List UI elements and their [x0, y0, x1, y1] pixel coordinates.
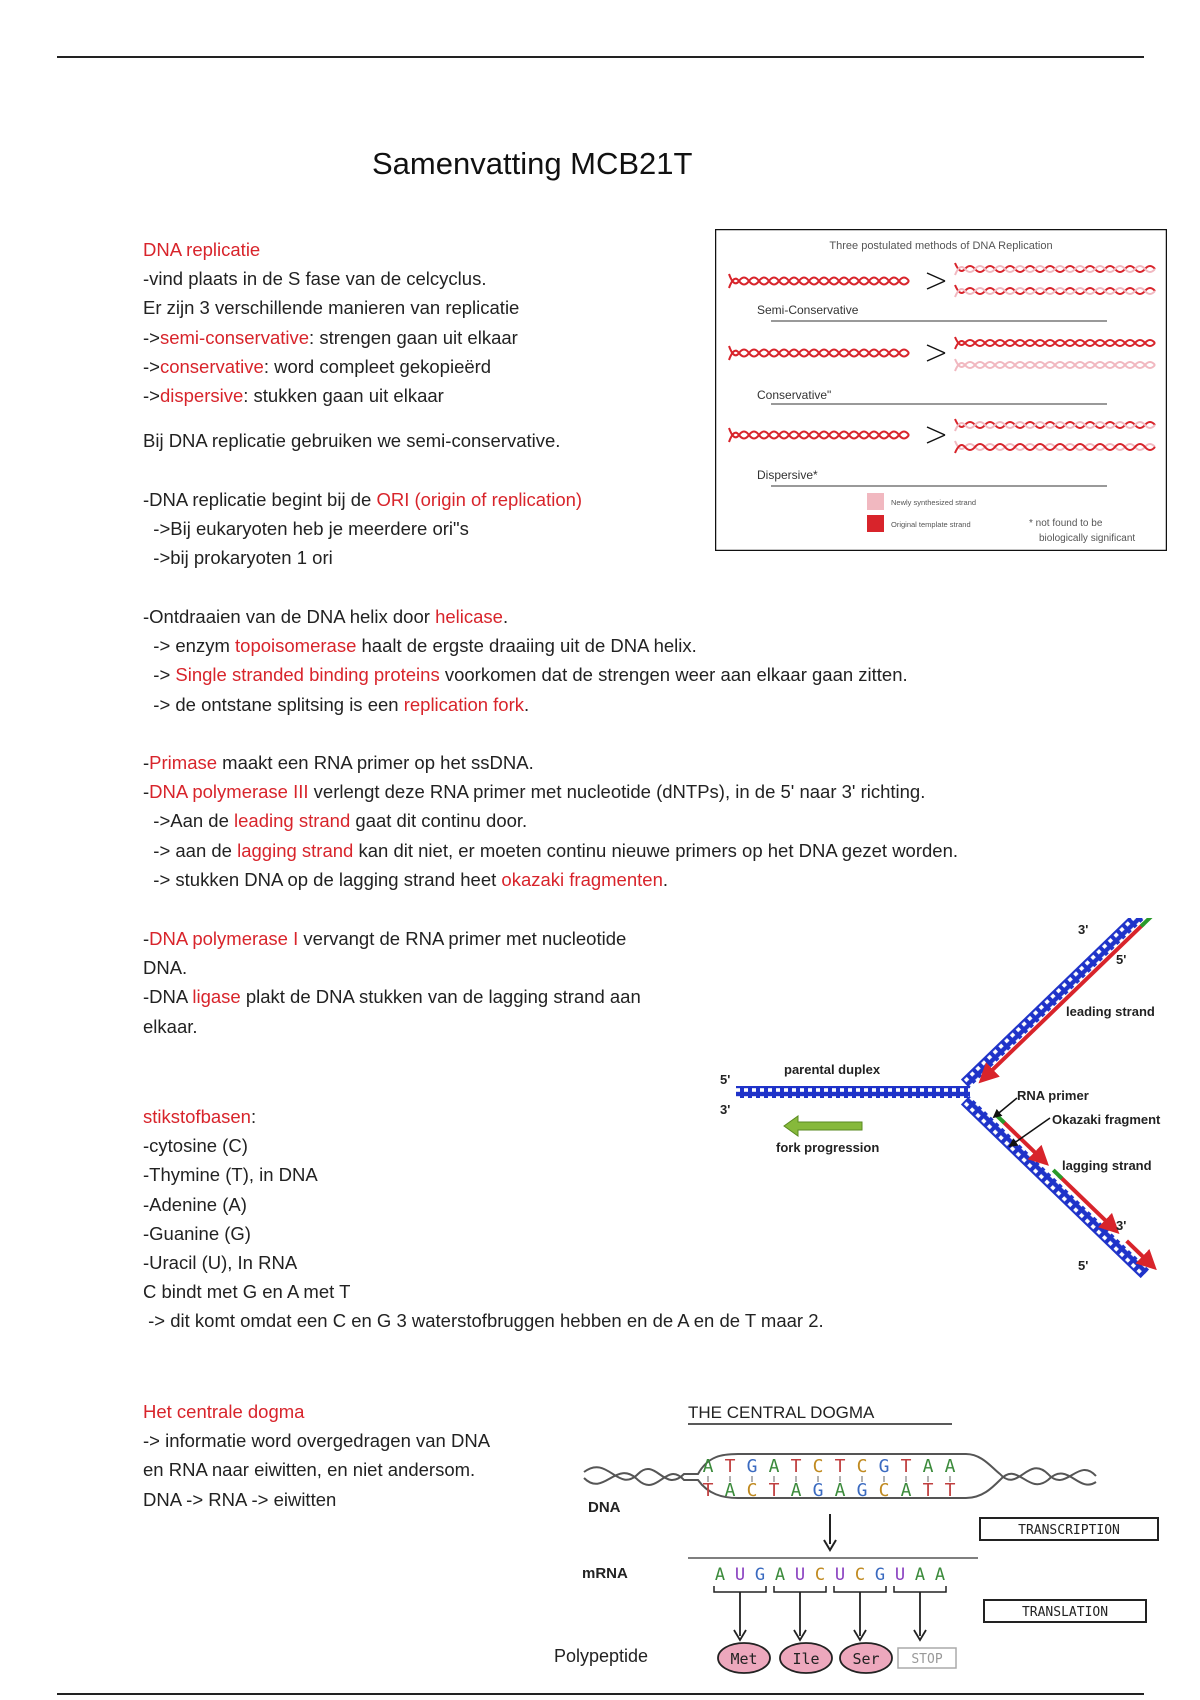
- label-okazaki-fragment: Okazaki fragment: [1052, 1112, 1161, 1127]
- text-line: en RNA naar eiwitten, en niet andersom.: [143, 1459, 476, 1481]
- stop-label: STOP: [911, 1652, 943, 1667]
- term-dna-polymerase-iii: DNA polymerase III: [149, 781, 309, 803]
- text-line: -DNA replicatie begint bij de ORI (origin of replication): [143, 489, 583, 510]
- text-line: -> aan de lagging strand kan dit niet, er moeten continu nieuwe primers op het DNA gezet worden.: [143, 839, 959, 861]
- label-leading-strand: leading strand: [1066, 1004, 1155, 1019]
- term-dispersive: dispersive: [159, 385, 244, 407]
- text-line: DNA.: [143, 957, 188, 979]
- dna-top-base: G: [878, 1456, 890, 1477]
- label-3prime-top: 3': [1078, 922, 1089, 937]
- section-centrale-dogma: [143, 1397, 490, 1514]
- label-5prime-bottom: 5': [1078, 1258, 1089, 1273]
- section-primase: [143, 748, 958, 894]
- term-primase: Primase: [149, 752, 218, 773]
- dna-top-base: T: [790, 1456, 802, 1477]
- text-line: -> informatie word overgedragen van DNA: [143, 1430, 491, 1452]
- label-3prime-left: 3': [720, 1102, 731, 1117]
- label-5prime-left: 5': [720, 1072, 731, 1087]
- term-conservative: conservative: [159, 355, 264, 377]
- text-line: -> stukken DNA op de lagging strand heet okazaki fragmenten.: [143, 868, 668, 890]
- base-item: -Guanine (G): [143, 1222, 251, 1244]
- section-polymerase-i: [143, 924, 641, 1041]
- text-line: -vind plaats in de S fase van de celcyclus.: [143, 268, 487, 290]
- label-dispersive: Dispersive*: [757, 468, 818, 482]
- mrna-base: C: [854, 1565, 866, 1585]
- text-line: ->bij prokaryoten 1 ori: [143, 547, 333, 569]
- term-ssb-proteins: Single stranded binding proteins: [175, 664, 440, 686]
- base-item: -Uracil (U), In RNA: [143, 1252, 298, 1274]
- text-line: Bij DNA replicatie gebruiken we semi-conservative.: [143, 430, 561, 451]
- legend-new-label: Newly synthesized strand: [891, 498, 977, 507]
- dna-bottom-base: T: [702, 1480, 714, 1501]
- text-line: ->Bij eukaryoten heb je meerdere ori"s: [143, 518, 469, 540]
- text-line: -> dit komt omdat een C en G 3 waterstofbruggen hebben en de A en de T maar 2.: [143, 1310, 824, 1332]
- codon-bracket: [774, 1586, 826, 1592]
- note-line-1: * not found to be: [1029, 518, 1103, 529]
- label-transcription: TRANSCRIPTION: [1018, 1523, 1120, 1538]
- term-lagging-strand: lagging strand: [237, 839, 354, 861]
- amino-acid-label: Ile: [792, 1650, 820, 1668]
- legend-new-swatch: [867, 493, 884, 510]
- mrna-base: G: [874, 1565, 886, 1585]
- legend-orig-label: Original template strand: [891, 520, 971, 529]
- term-helicase: helicase: [435, 606, 503, 627]
- mrna-base: U: [794, 1565, 806, 1585]
- label-fork-progression: fork progression: [776, 1140, 880, 1155]
- mrna-base: C: [814, 1565, 826, 1585]
- bottom-rule: [57, 1693, 1144, 1695]
- fork-progression-arrow: [784, 1116, 862, 1136]
- label-5prime-top: 5': [1116, 952, 1127, 967]
- heading-centrale-dogma: Het centrale dogma: [143, 1401, 305, 1422]
- label-rna-primer: RNA primer: [1017, 1088, 1089, 1103]
- text-line: -> enzym topoisomerase haalt de ergste draaiing uit de DNA helix.: [143, 635, 697, 657]
- page-title: Samenvatting MCB21T: [372, 146, 693, 181]
- dogma-title: THE CENTRAL DOGMA: [688, 1403, 875, 1422]
- text-line: -DNA polymerase III verlengt deze RNA primer met nucleotide (dNTPs), in de 5' naar 3' richting.: [143, 781, 926, 803]
- dna-bottom-base: A: [724, 1480, 736, 1501]
- dna-bottom-base: A: [900, 1480, 912, 1501]
- mrna-base: A: [774, 1565, 786, 1585]
- codon-bracket: [834, 1586, 886, 1592]
- figure-replication-methods: [715, 229, 1167, 551]
- dna-top-base: A: [702, 1456, 714, 1477]
- label-parental-duplex: parental duplex: [784, 1062, 881, 1077]
- dna-bottom-base: G: [856, 1480, 868, 1501]
- mrna-base: A: [934, 1565, 946, 1585]
- mrna-base: U: [894, 1565, 906, 1585]
- label-polypeptide: Polypeptide: [554, 1646, 649, 1666]
- legend-orig-swatch: [867, 515, 884, 532]
- dna-bottom-base: C: [878, 1480, 890, 1501]
- dna-bottom-base: A: [834, 1480, 846, 1501]
- label-conservative: Conservative": [757, 388, 832, 402]
- mrna-base: A: [914, 1565, 926, 1585]
- term-semi-conservative: semi-conservative: [159, 326, 310, 348]
- text-line: -> Single stranded binding proteins voorkomen dat de strengen weer aan elkaar gaan zitten.: [143, 664, 908, 686]
- text-line: C bindt met G en A met T: [143, 1281, 351, 1303]
- label-dna: DNA: [588, 1499, 621, 1516]
- text-line: ->Aan de leading strand gaat dit continu door.: [143, 810, 528, 832]
- text-line: DNA -> RNA -> eiwitten: [143, 1488, 337, 1510]
- label-mrna: mRNA: [582, 1565, 628, 1582]
- dna-bottom-base: T: [768, 1480, 780, 1501]
- text-line: -DNA polymerase I vervangt de RNA primer met nucleotide: [143, 928, 627, 949]
- dna-bottom-base: G: [812, 1480, 824, 1501]
- section-ori: [143, 485, 582, 573]
- term-topoisomerase: topoisomerase: [235, 635, 357, 657]
- figure-title: Three postulated methods of DNA Replication: [829, 240, 1053, 252]
- parental-duplex: [736, 1086, 970, 1098]
- text-line: -Ontdraaien van de DNA helix door helicase.: [143, 606, 509, 627]
- dna-top-base: A: [944, 1456, 956, 1477]
- text-line: ->dispersive: stukken gaan uit elkaar: [143, 385, 444, 407]
- rna-primer-2: [1053, 1170, 1062, 1178]
- section-helicase: [143, 602, 908, 719]
- base-item: -Adenine (A): [143, 1193, 247, 1215]
- rna-primer-1: [996, 1115, 1005, 1123]
- label-3prime-bottom: 3': [1116, 1218, 1127, 1233]
- dna-top-base: A: [922, 1456, 934, 1477]
- dna-top-base: T: [834, 1456, 846, 1477]
- rna-primer-pointer: [994, 1098, 1017, 1117]
- term-ligase: ligase: [192, 986, 241, 1008]
- base-item: -Thymine (T), in DNA: [143, 1164, 318, 1186]
- dna-top-base: G: [746, 1456, 758, 1477]
- codon-bracket: [894, 1586, 946, 1592]
- amino-acid-label: Ser: [852, 1650, 880, 1668]
- dna-top-base: T: [724, 1456, 736, 1477]
- amino-acid-label: Met: [730, 1650, 758, 1668]
- mrna-base: G: [754, 1565, 766, 1585]
- heading-stikstofbasen: stikstofbasen:: [143, 1106, 257, 1127]
- leading-strand-new: [981, 924, 1144, 1081]
- codon-bracket: [714, 1586, 766, 1592]
- text-line: -Primase maakt een RNA primer op het ssDNA.: [143, 752, 534, 773]
- top-rule: [57, 56, 1144, 58]
- text-line: Er zijn 3 verschillende manieren van replicatie: [143, 297, 520, 319]
- label-semi-conservative: Semi-Conservative: [757, 303, 859, 317]
- note-line-2: biologically significant: [1039, 533, 1136, 544]
- term-leading-strand: leading strand: [234, 810, 351, 832]
- text-line: -> de ontstane splitsing is een replication fork.: [143, 693, 530, 715]
- heading-dna-replicatie: DNA replicatie: [143, 239, 261, 260]
- text-line: ->semi-conservative: strengen gaan uit elkaar: [143, 326, 518, 348]
- dna-top-base: A: [768, 1456, 780, 1477]
- term-okazaki: okazaki fragmenten: [501, 868, 663, 890]
- dna-bottom-base: T: [944, 1480, 956, 1501]
- dna-bottom-base: C: [746, 1480, 758, 1501]
- section-dna-replicatie: [143, 235, 519, 410]
- label-lagging-strand: lagging strand: [1062, 1158, 1152, 1173]
- dna-bottom-base: A: [790, 1480, 802, 1501]
- text-line: ->conservative: word compleet gekopieërd: [143, 355, 492, 377]
- text-line: -DNA ligase plakt de DNA stukken van de lagging strand aan: [143, 986, 641, 1008]
- text-line: elkaar.: [143, 1015, 198, 1037]
- term-replication-fork: replication fork: [403, 693, 525, 715]
- term-dna-polymerase-i: DNA polymerase I: [149, 928, 299, 949]
- dna-top-base: C: [856, 1456, 868, 1477]
- figure-central-dogma: [548, 1394, 1168, 1676]
- dna-top-base: C: [812, 1456, 824, 1477]
- dna-top-base: T: [900, 1456, 912, 1477]
- section-dna-replicatie-cont: [143, 426, 560, 455]
- mrna-base: U: [834, 1565, 846, 1585]
- mrna-base: A: [714, 1565, 726, 1585]
- term-ori: ORI (origin of replication): [376, 489, 583, 510]
- label-translation: TRANSLATION: [1021, 1605, 1109, 1620]
- base-item: -cytosine (C): [143, 1135, 248, 1157]
- figure-replication-fork: [710, 918, 1180, 1280]
- mrna-base: U: [734, 1565, 746, 1585]
- dna-bottom-base: T: [922, 1480, 934, 1501]
